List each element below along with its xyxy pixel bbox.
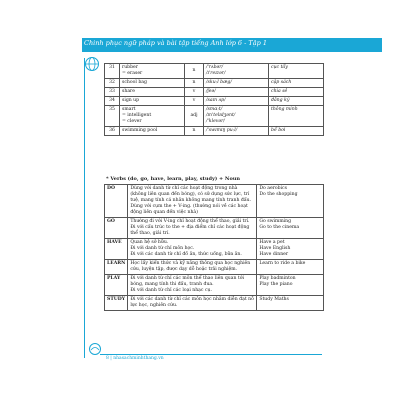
pronunciation: /'rʌbər/ /ɪ'reɪzər/ [204, 64, 269, 79]
footer-line [100, 354, 322, 355]
meaning: thông minh [269, 106, 324, 127]
pronunciation: /'swɪmɪŋ puːl/ [204, 127, 269, 136]
footer-text: 8 | nhasachminhthang.vn [106, 356, 164, 361]
verb-name: DO [105, 185, 128, 218]
verb-name: GO [105, 218, 128, 239]
row-number: 35 [105, 106, 120, 127]
meaning: bể bơi [269, 127, 324, 136]
verb-usage: Đi với danh từ chỉ các môn thể thao liên quan tới bóng, mang tính thi đấu, tranh đua. Đi với danh từ chỉ các loại nhạc cụ. [128, 275, 257, 296]
vocab-word: share [120, 88, 185, 97]
verb-usage: Học lấy kiến thức và kỹ năng thông qua học nghiên cứu, luyện tập, được dạy dỗ hoặc trải nghiệm. [128, 260, 257, 275]
section-title: * Verbs (do, go, have, learn, play, study) + Noun [106, 176, 241, 182]
table-row [105, 275, 324, 296]
header-title: Chinh phục ngữ pháp và bài tập tiếng Anh lớp 6 - Tập 1 [84, 39, 267, 47]
verb-example: Have a pet Have English Have dinner [257, 239, 324, 260]
verb-usage: Đi với các danh từ chỉ các môn học nhằm diễn đạt nỗ lực học, nghiên cứu. [128, 296, 257, 311]
verb-example: Learn to ride a bike [257, 260, 324, 275]
table-row [105, 106, 324, 127]
verb-example: Do aerobics Do the shopping [257, 185, 324, 218]
table-row [105, 218, 324, 239]
part-of-speech: v [185, 88, 204, 97]
table-row [105, 127, 324, 136]
meaning: cục tẩy [269, 64, 324, 79]
verb-example: Go swimming Go to the cinema [257, 218, 324, 239]
vocab-word: sign up [120, 97, 185, 106]
verb-name: STUDY [105, 296, 128, 311]
vocab-word: rubber = eraser [120, 64, 185, 79]
meaning: chia sẻ [269, 88, 324, 97]
pronunciation: /skuːl bæg/ [204, 79, 269, 88]
pronunciation: /saɪn ʌp/ [204, 97, 269, 106]
table-row [105, 64, 324, 79]
vocab-word: smart = intelligent = clever [120, 106, 185, 127]
meaning: đăng ký [269, 97, 324, 106]
table-row [105, 185, 324, 218]
table-row [105, 296, 324, 311]
verb-example: Play badminton Play the piano [257, 275, 324, 296]
row-number: 33 [105, 88, 120, 97]
pronunciation: /ʃeə/ [204, 88, 269, 97]
part-of-speech: n [185, 64, 204, 79]
row-number: 36 [105, 127, 120, 136]
verb-usage: Thường đi với V-ing chỉ hoạt động thể thao, giải trí. Đi với cấu trúc to the + địa điểm chỉ các hoạt động thể thao, giải trí. [128, 218, 257, 239]
part-of-speech: v [185, 97, 204, 106]
vocab-word: school bag [120, 79, 185, 88]
globe-icon [84, 56, 100, 72]
pronunciation: /smɑːt/ /ɪn'telɪdʒənt/ /'klevər/ [204, 106, 269, 127]
row-number: 32 [105, 79, 120, 88]
table-row [105, 79, 324, 88]
row-number: 31 [105, 64, 120, 79]
meaning: cặp sách [269, 79, 324, 88]
verb-example: Study Maths [257, 296, 324, 311]
verb-table [104, 184, 324, 311]
verb-usage: Quan hệ sở hữu. Đi với danh từ chỉ môn học. Đi với các danh từ chỉ đồ ăn, thức uống, bữa ăn. [128, 239, 257, 260]
table-row [105, 97, 324, 106]
verb-usage: Dùng với danh từ chỉ các hoạt động trong nhà (không liên quan đến bóng), có sử dụng sức lực, trí tuệ, mang tính cá nhân không mang tính tranh đấu. Dùng với cụm the + V-ing. (thường nói về các hoạt động liên quan đến việc nhà) [128, 185, 257, 218]
verb-name: HAVE [105, 239, 128, 260]
part-of-speech: n [185, 79, 204, 88]
table-row [105, 260, 324, 275]
table-row [105, 88, 324, 97]
margin-line [84, 58, 85, 358]
vocab-word: swimming pool [120, 127, 185, 136]
verb-name: LEARN [105, 260, 128, 275]
table-row [105, 239, 324, 260]
verb-name: PLAY [105, 275, 128, 296]
part-of-speech: n [185, 127, 204, 136]
row-number: 34 [105, 97, 120, 106]
vocab-table [104, 63, 324, 136]
part-of-speech: adj [185, 106, 204, 127]
